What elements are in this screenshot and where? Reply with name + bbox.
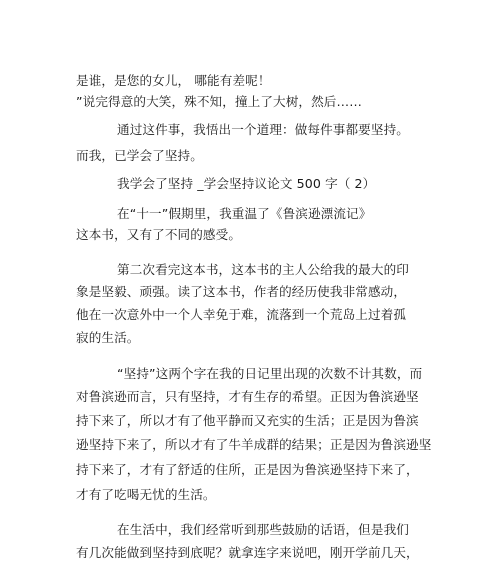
text-line: ”说完得意的大笑，殊不知，撞上了大树，然后…… — [76, 94, 362, 109]
text-line: 寂的生活。 — [76, 330, 140, 345]
text-line: 这本书，又有了不同的感受。 — [76, 227, 242, 242]
text-line: 而我，已学会了坚持。 — [76, 148, 203, 163]
text-line: 对鲁滨逊而言，只有坚持，才有生存的希望。正因为鲁滨逊坚 — [76, 389, 419, 404]
text-line: “坚持”这两个字在我的日记里出现的次数不计其数，而 — [117, 366, 423, 381]
text-line: 才有了吃喝无忧的生活。 — [76, 487, 216, 502]
text-line: 象是坚毅、顽强。读了这本书，作者的经历使我非常感动， — [76, 284, 407, 299]
text-line: 在“十一”假期里，我重温了《鲁滨逊漂流记》 — [117, 206, 372, 221]
text-line: 第二次看完这本书，这本书的主人公给我的最大的印 — [117, 262, 409, 277]
text-line: 持下来了，所以才有了他平静而又充实的生活；正是因为鲁滨 — [76, 413, 419, 428]
text-line: 他在一次意外中一个人幸免于难，流落到一个荒岛上过着孤 — [76, 307, 407, 322]
text-line: 通过这件事，我悟出一个道理：做每件事都要坚持。 — [117, 122, 409, 137]
text-line: 是谁，是您的女儿， 哪能有差呢！ — [76, 73, 271, 88]
text-line: 在生活中，我们经常听到那些鼓励的话语，但是我们 — [117, 522, 409, 537]
text-line: 逊坚持下来了，所以才有了牛羊成群的结果；正是因为鲁滨逊坚 — [76, 437, 432, 452]
text-line: 有几次能做到坚持到底呢？就拿连字来说吧，刚开学前几天， — [76, 545, 419, 560]
text-line: 持下来了，才有了舒适的住所，正是因为鲁滨逊坚持下来了， — [76, 462, 419, 477]
document-title: 我学会了坚持 _学会坚持议论文 500 字（ 2） — [117, 176, 376, 191]
